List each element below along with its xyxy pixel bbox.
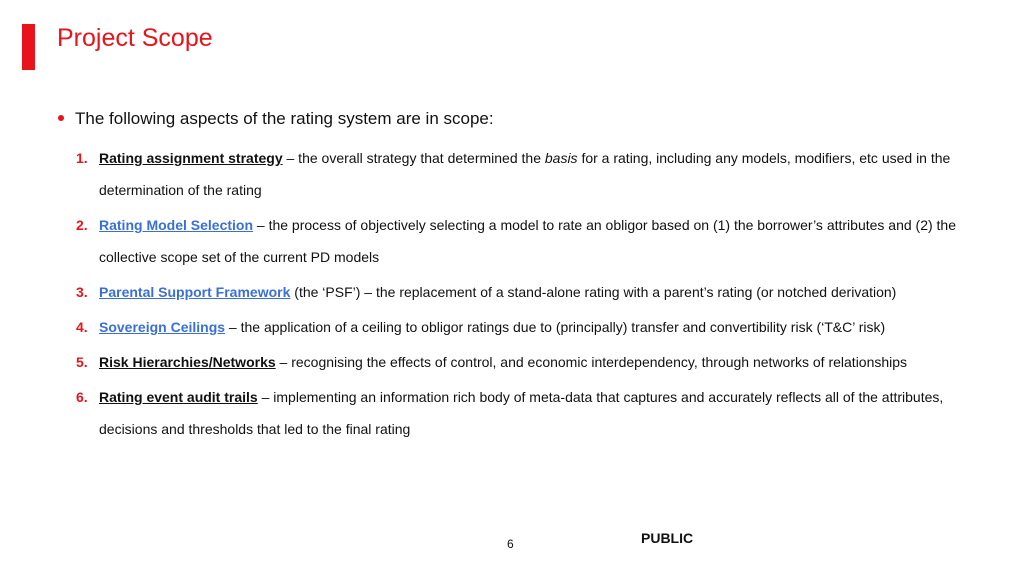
page-number: 6: [507, 537, 514, 551]
item-description: – implementing an information rich body of meta-data that captures and accurately reflects all of the attributes, decisions and thresholds that led to the final rating: [99, 389, 944, 437]
item-term: Rating event audit trails: [99, 389, 258, 405]
scope-item-6: [76, 381, 956, 445]
scope-item-1: [76, 142, 956, 206]
slide-title: Project Scope: [57, 24, 213, 52]
classification-label: PUBLIC: [641, 530, 694, 546]
item-description: – recognising the effects of control, and economic interdependency, through networks of relationships: [275, 354, 908, 370]
item-number: 2.: [76, 217, 88, 233]
item-description: – the application of a ceiling to obligor ratings due to (principally) transfer and convertibility risk (‘T&C’ risk): [225, 319, 886, 335]
item-description: (the ‘PSF’) – the replacement of a stand-alone rating with a parent’s rating (or notched derivation): [290, 284, 897, 300]
item-number: 1.: [76, 150, 88, 166]
bullet-dot-icon: [58, 115, 64, 121]
scope-item-3: [76, 276, 956, 308]
intro-line: [58, 107, 494, 131]
item-description: – the process of objectively selecting a model to rate an obligor based on (1) the borrower’s attributes and (2) the collective scope set of the current PD models: [99, 217, 957, 265]
scope-item-5: [76, 346, 956, 378]
item-number: 6.: [76, 389, 88, 405]
item-term-link[interactable]: Rating Model Selection: [99, 217, 254, 233]
item-term: Rating assignment strategy: [99, 150, 283, 166]
scope-item-2: [76, 209, 956, 273]
item-number: 4.: [76, 319, 88, 335]
item-emphasis: basis: [544, 150, 578, 166]
scope-list: [76, 142, 956, 448]
item-term: Risk Hierarchies/Networks: [99, 354, 276, 370]
item-description: – the overall strategy that determined the: [282, 150, 545, 166]
item-term-link[interactable]: Parental Support Framework: [99, 284, 291, 300]
item-term-link[interactable]: Sovereign Ceilings: [99, 319, 226, 335]
title-accent-bar: [22, 24, 35, 70]
item-description-rest: for a rating, including any models, modifiers, etc used in the determination of the rating: [99, 150, 951, 198]
item-number: 3.: [76, 284, 88, 300]
item-number: 5.: [76, 354, 88, 370]
intro-text: The following aspects of the rating system are in scope:: [75, 109, 494, 128]
scope-item-4: [76, 311, 956, 343]
